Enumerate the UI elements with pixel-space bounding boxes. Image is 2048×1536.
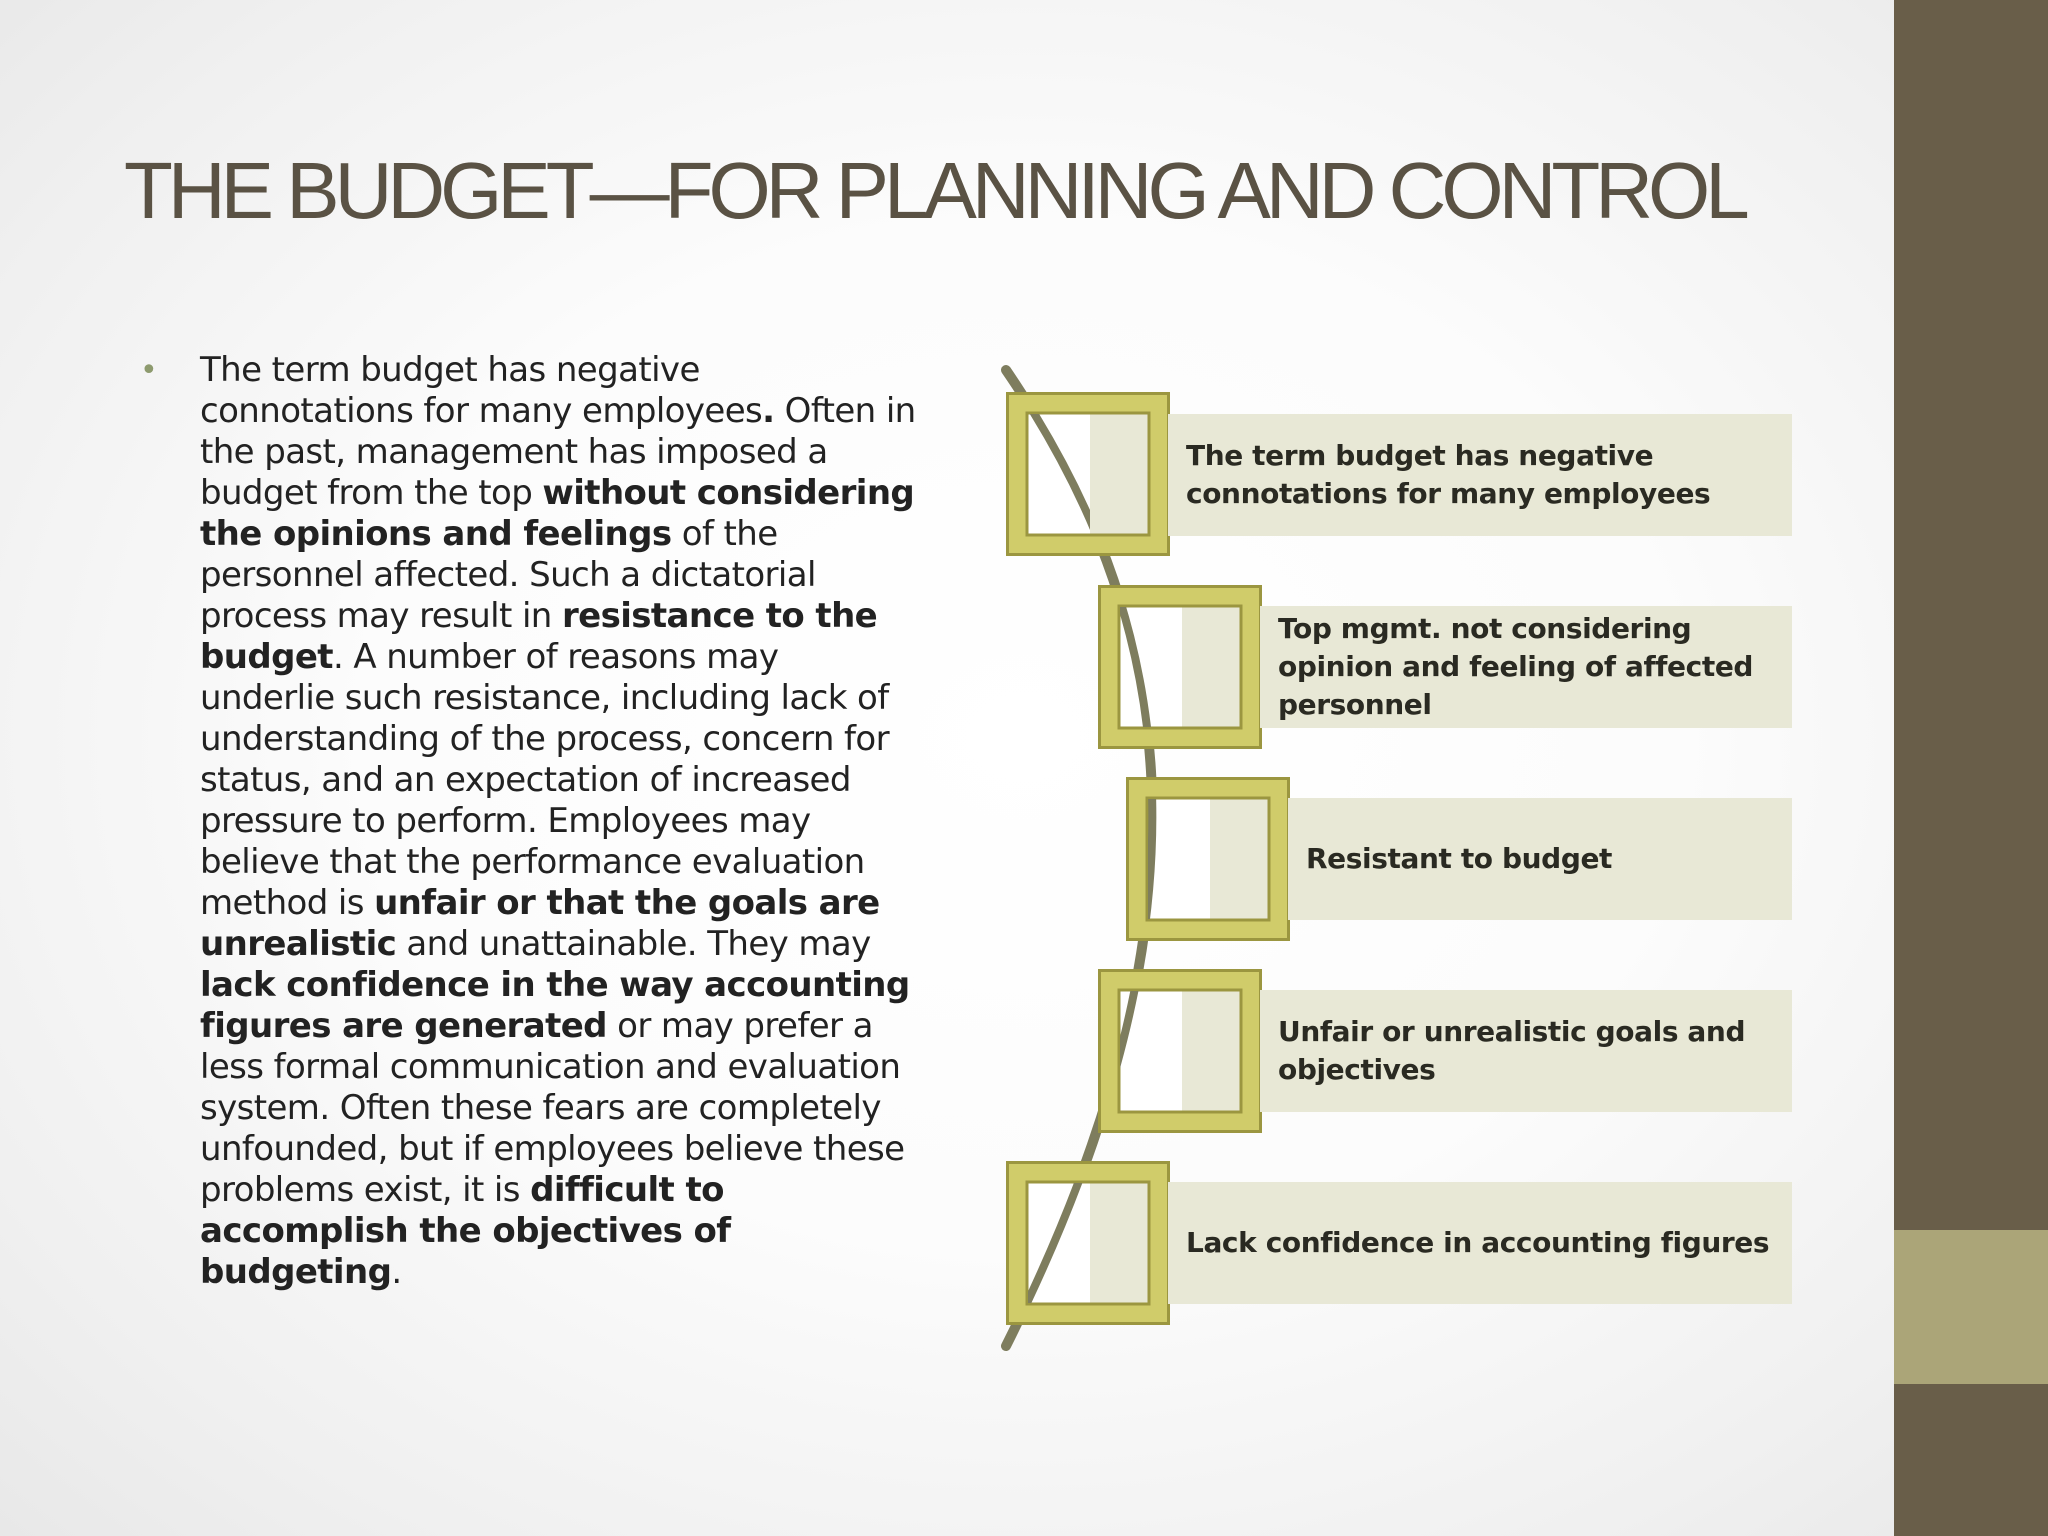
step-frame-4 [1100,971,1261,1132]
step-label-4: Unfair or unrealistic goals and objectives [1278,1015,1746,1086]
frame-inner-outline [1147,798,1269,920]
emphasis-text: resistance to the budget [200,596,878,677]
step-frame-3 [1128,779,1289,940]
emphasis-text: unfair or that the goals are unrealistic [200,883,880,964]
emphasis-text: without considering the opinions and feelings [200,473,915,554]
emphasis-text: difficult to accomplish the objectives of budgeting [200,1170,731,1292]
step-bar-1 [1168,414,1792,536]
frame-window [1024,410,1152,538]
body-text-run: and unattainable. They may [396,924,871,964]
step-frame-2 [1100,587,1261,748]
bullet-list [140,350,920,1293]
step-bar-5 [1168,1182,1792,1304]
connector-arc [1006,370,1152,1346]
frame-window [1144,795,1272,923]
frame-window-shade [1210,795,1272,923]
step-label-1: The term budget has negative connotations for many employees [1186,439,1711,510]
frame-border [1137,788,1279,930]
slide-title: THE BUDGET—FOR PLANNING AND CONTROL [124,146,1745,235]
step-bar-3 [1288,798,1792,920]
emphasis-text: lack confidence in the way accounting figures are generated [200,965,910,1046]
body-text-run: The term budget has negative connotations for many employees [200,350,763,431]
frame-window [1116,987,1244,1115]
frame-window-shade [1182,603,1244,731]
step-frame-1 [1008,394,1169,555]
frame-window [1116,603,1244,731]
body-text-run: Often in the past, management has imposed a budget from the top [200,391,916,513]
emphasis-text: . [762,391,775,431]
frame-border [1109,980,1251,1122]
step-frame-5 [1008,1163,1169,1324]
frame-outline [1008,394,1169,555]
frame-inner-outline [1119,606,1241,728]
frame-window-shade [1090,1179,1152,1307]
step-label-5: Lack confidence in accounting figures [1186,1226,1770,1259]
frame-inner-outline [1027,1182,1149,1304]
body-text-run: . A number of reasons may underlie such resistance, including lack of understanding of the process, concern for status, and an expectation of increased pressure to perform. Employees may believe that the performance evaluation method is [200,637,889,923]
frame-outline [1128,779,1289,940]
frame-outline [1008,1163,1169,1324]
step-label-3: Resistant to budget [1306,842,1613,875]
frame-inner-outline [1027,413,1149,535]
right-band-accent-block [1894,1230,2048,1384]
bullet-dot-icon: • [140,353,158,388]
frame-border [1017,403,1159,545]
frame-window-shade [1090,410,1152,538]
body-text-run: . [391,1252,402,1292]
body-text-run: of the personnel affected. Such a dictatorial process may result in [200,514,816,636]
step-label-2: Top mgmt. not considering opinion and feeling of affected personnel [1278,612,1754,721]
frame-inner-outline [1119,990,1241,1112]
frame-border [1109,596,1251,738]
bullet-paragraph [200,350,920,1293]
body-text-run: or may prefer a less formal communication and evaluation system. Often these fears are completely unfounded, but if employees believe these problems exist, it is [200,1006,905,1210]
connector-arc-window-segment [1006,370,1152,1346]
frame-window [1024,1179,1152,1307]
frame-window-shade [1182,987,1244,1115]
frame-border [1017,1172,1159,1314]
frame-outline [1100,971,1261,1132]
step-bar-4 [1260,990,1792,1112]
step-bar-2 [1260,606,1792,728]
frame-outline [1100,587,1261,748]
